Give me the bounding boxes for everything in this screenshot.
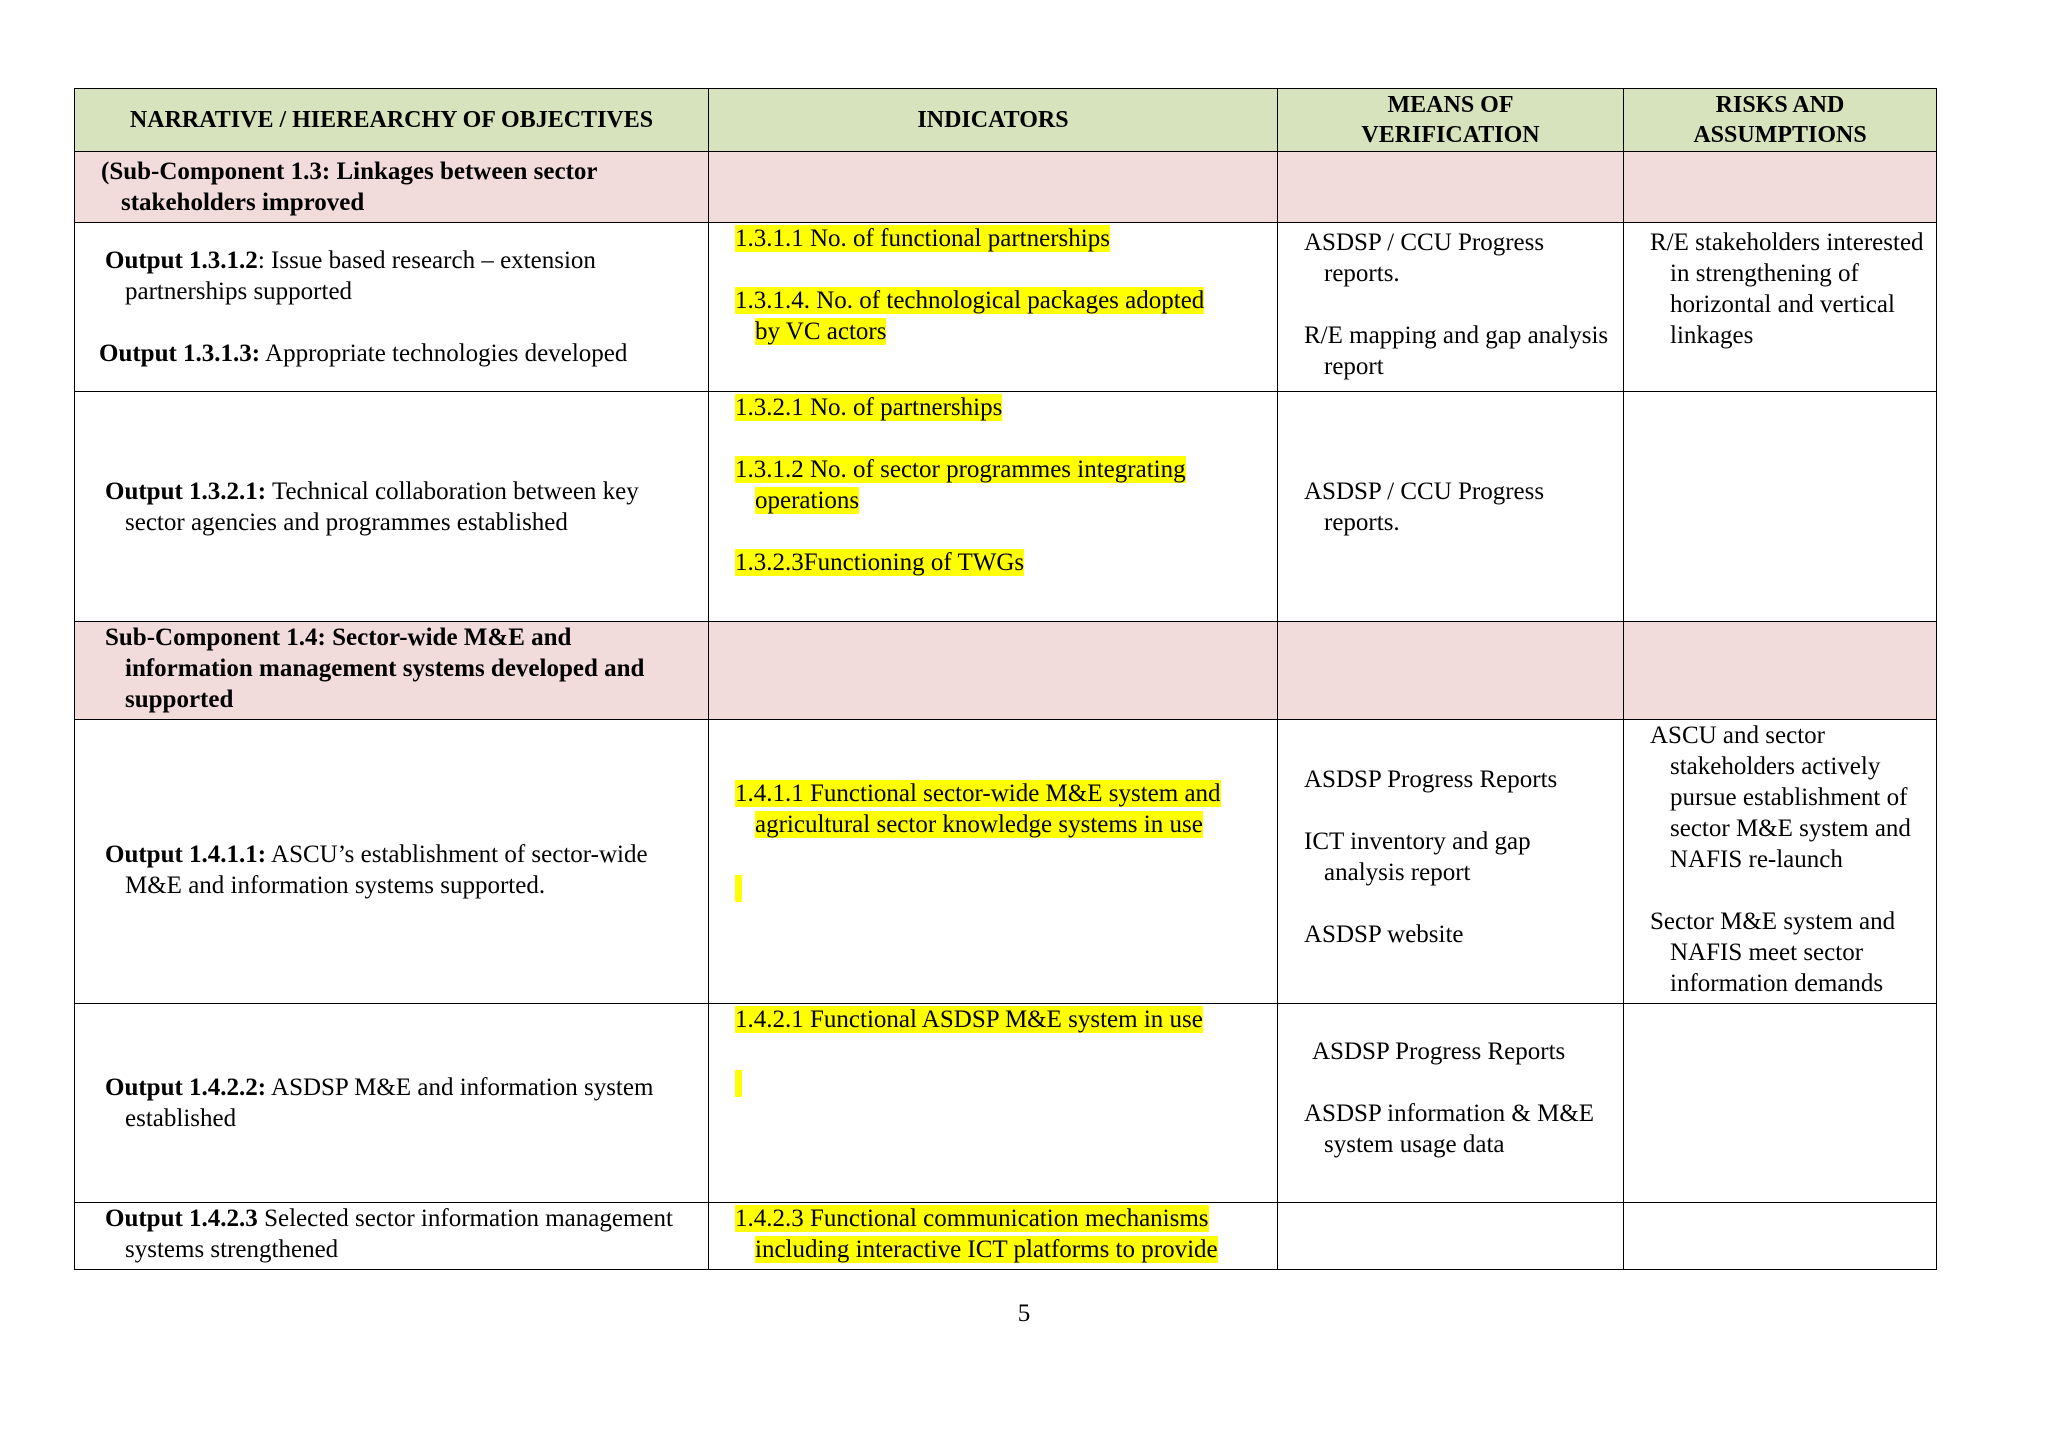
empty-cell (709, 622, 1278, 720)
page-number: 5 (1017, 1300, 1031, 1327)
indicator-item: 1.4.1.1 Functional sector-wide M&E system and agricultural sector knowledge systems in use (735, 780, 1221, 838)
narrative-cell (75, 1203, 709, 1270)
table-row (75, 1203, 1937, 1270)
narrative-cell (75, 720, 709, 1004)
highlight-mark (735, 875, 742, 902)
indicator-item: 1.3.2.1 No. of partnerships (735, 394, 1003, 421)
table-row (75, 720, 1937, 1004)
empty-cell (1624, 152, 1937, 223)
subcomponent-cell (75, 622, 709, 720)
means-item: ASDSP Progress Reports (1312, 1038, 1566, 1065)
table-row (75, 223, 1937, 392)
indicators-cell (709, 1004, 1278, 1203)
table-row (75, 392, 1937, 622)
means-item: ASDSP / CCU Progress reports. (1304, 477, 1545, 536)
empty-cell (1278, 152, 1624, 223)
means-item: ASDSP Progress Reports (1304, 766, 1558, 793)
indicator-item: 1.4.2.1 Functional ASDSP M&E system in use (735, 1006, 1203, 1033)
means-item: ASDSP / CCU Progress reports. (1304, 229, 1545, 287)
indicator-item: 1.4.2.3 Functional communication mechanisms including interactive ICT platforms to provide (735, 1205, 1218, 1263)
risk-item: Sector M&E system and NAFIS meet sector information demands (1650, 908, 1896, 997)
means-cell (1278, 1203, 1624, 1270)
risks-cell (1624, 223, 1937, 392)
means-item: ICT inventory and gap analysis report (1304, 828, 1531, 886)
indicators-cell (709, 392, 1278, 622)
means-item: ASDSP website (1304, 921, 1464, 948)
means-item: R/E mapping and gap analysis report (1304, 322, 1609, 380)
table-header-row (75, 89, 1937, 152)
risks-cell (1624, 1203, 1937, 1270)
output-text: Output 1.3.1.2: Issue based research – extension partnerships supported (105, 247, 596, 305)
risks-cell (1624, 720, 1937, 1004)
subcomponent-row (75, 622, 1937, 720)
narrative-cell (75, 223, 709, 392)
empty-cell (1624, 622, 1937, 720)
subcomponent-cell (75, 152, 709, 223)
output-text: Output 1.3.2.1: Technical collaboration between key sector agencies and programmes established (105, 477, 639, 536)
risks-cell (1624, 392, 1937, 622)
indicator-item: 1.3.1.2 No. of sector programmes integrating operations (735, 456, 1186, 514)
header-means-of-verification: MEANS OF VERIFICATION (1278, 89, 1624, 152)
empty-cell (1278, 622, 1624, 720)
indicator-item: 1.3.1.1 No. of functional partnerships (735, 225, 1110, 252)
output-text: Output 1.4.1.1: ASCU’s establishment of sector-wide M&E and information systems supported. (105, 840, 648, 899)
output-text: Output 1.3.1.3: Appropriate technologies developed (99, 340, 628, 367)
means-cell (1278, 223, 1624, 392)
indicator-item: 1.3.1.4. No. of technological packages adopted by VC actors (735, 287, 1205, 345)
risks-cell (1624, 1004, 1937, 1203)
indicators-cell (709, 223, 1278, 392)
indicators-cell (709, 720, 1278, 1004)
output-text: Output 1.4.2.2: ASDSP M&E and information system established (105, 1074, 654, 1132)
highlight-mark (735, 1070, 742, 1097)
table-row (75, 1004, 1937, 1203)
header-narrative: NARRATIVE / HIEREARCHY OF OBJECTIVES (75, 89, 709, 152)
means-item: ASDSP information & M&E system usage data (1304, 1100, 1595, 1158)
output-text: Output 1.4.2.3 Selected sector information management systems strengthened (105, 1205, 673, 1263)
means-cell (1278, 392, 1624, 622)
means-cell (1278, 1004, 1624, 1203)
indicator-item: 1.3.2.3Functioning of TWGs (735, 549, 1025, 576)
subcomponent-row (75, 152, 1937, 223)
subcomponent-title: (Sub-Component 1.3: Linkages between sector stakeholders improved (101, 158, 598, 216)
indicators-cell (709, 1203, 1278, 1270)
risk-item: R/E stakeholders interested in strengthening of horizontal and vertical linkages (1650, 229, 1924, 349)
narrative-cell (75, 1004, 709, 1203)
header-indicators: INDICATORS (709, 89, 1278, 152)
means-cell (1278, 720, 1624, 1004)
header-risks-assumptions: RISKS AND ASSUMPTIONS (1624, 89, 1937, 152)
subcomponent-title: Sub-Component 1.4: Sector-wide M&E and information management systems developed and supported (105, 624, 645, 713)
risk-item: ASCU and sector stakeholders actively pursue establishment of sector M&E system and NAFIS re-launch (1650, 722, 1911, 873)
empty-cell (709, 152, 1278, 223)
narrative-cell (75, 392, 709, 622)
logframe-table (74, 88, 1937, 1270)
